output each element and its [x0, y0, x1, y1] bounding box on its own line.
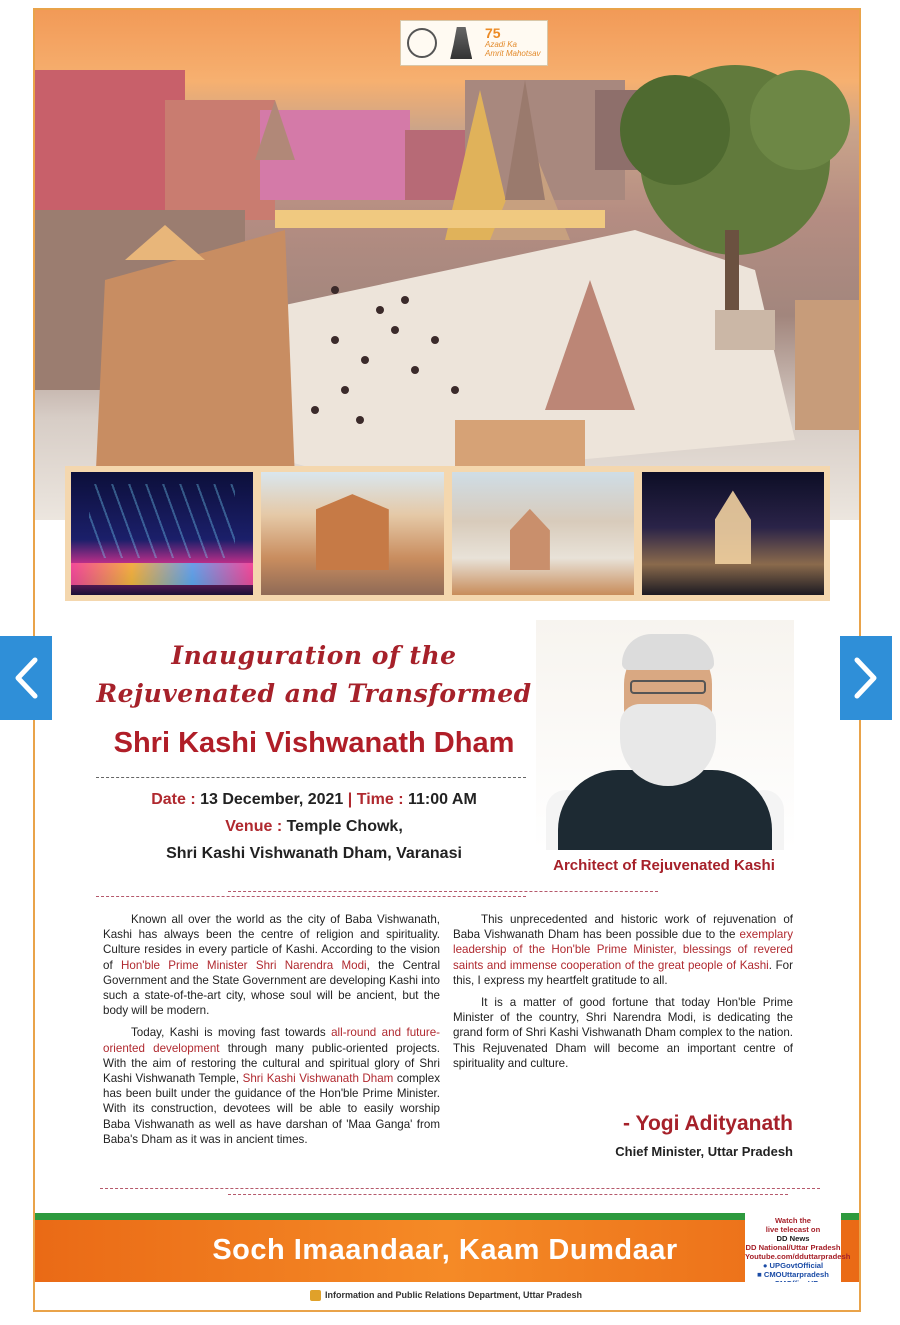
body-paragraph: Known all over the world as the city of Baba Vishwanath, Kashi has always been the centre of religion and spirituality. Culture resides in every particle of Kashi. According to the vision of Hon'ble Prime Minister Shri Narendra Modi, the Central Government and the State Government are developing Kashi into such a state-of-the-art city, whose soul will be ancient, but the body will be modern. [103, 913, 441, 1018]
government-logos [400, 20, 548, 66]
thumbnail-night-temple [642, 472, 824, 595]
signature-name: - Yogi Adityanath [623, 1112, 793, 1135]
venue-label: Venue : [225, 818, 283, 835]
thumbnail-temple-gate [261, 472, 443, 595]
headline-main: Shri Kashi Vishwanath Dham [113, 727, 515, 759]
signature-title: Chief Minister, Uttar Pradesh [615, 1144, 793, 1159]
event-venue [64, 818, 564, 836]
twitter-handle[interactable]: ● UPGovtOfficial [762, 1261, 824, 1270]
telecast-box: Watch the live telecast on DD News DD National/Uttar Pradesh Youtube.com/dduttarpradesh ● UPGovtOfficial ■ CMOUttarpradesh [745, 1213, 841, 1295]
green-stripe [35, 1213, 859, 1220]
photo-thumbnail-strip [65, 466, 830, 601]
time-value: 11:00 AM [408, 791, 477, 808]
separator: | [347, 791, 353, 808]
thumbnail-temple-complex [452, 472, 634, 595]
department-logo-icon [310, 1290, 321, 1301]
body-column-right [453, 912, 793, 1078]
divider [100, 1188, 820, 1189]
slogan-text: Soch Imaandaar, Kaam Dumdaar [212, 1234, 678, 1266]
national-emblem-icon [450, 27, 472, 59]
temple-illustration [35, 10, 859, 520]
up-government-emblem-icon [407, 28, 437, 58]
chevron-left-icon [13, 656, 39, 700]
body-paragraph: This unprecedented and historic work of rejuvenation of Baba Vishwanath Dham has been possible due to the exemplary leadership of the Hon'ble Prime Minister, blessings of revered saints and immense cooperation of the great people of Kashi. For this, I express my heartfelt gratitude to all. [453, 913, 793, 987]
venue-value: Temple Chowk, [286, 818, 403, 835]
previous-page-button[interactable] [0, 636, 52, 720]
facebook-handle[interactable]: ■ CMOUttarpradesh [757, 1270, 829, 1279]
facebook-icon: ■ [757, 1270, 764, 1279]
date-value: 13 December, 2021 [200, 791, 344, 808]
portrait-photo [536, 620, 794, 850]
divider [96, 896, 526, 897]
temple-aerial-photo [35, 10, 859, 520]
headline-line-2: Rejuvenated and Transformed [96, 679, 532, 708]
azadi-ka-amrit-mahotsav-logo: 75 Azadi Ka Amrit Mahotsav [484, 24, 541, 58]
event-date-time [64, 791, 564, 809]
portrait-caption: Architect of Rejuvenated Kashi [553, 857, 775, 874]
body-column-left [103, 912, 440, 1154]
next-page-button[interactable] [840, 636, 892, 720]
body-paragraph: Today, Kashi is moving fast towards all-round and future-oriented development through many public-oriented projects. With the aim of restoring the cultural and spiritual glory of Shri Kashi Vishwanath Temple, Shri Kashi Vishwanath Dham complex has been built under the guidance of the Hon'ble Prime Minister. With its construction, devotees will be able to easily worship Baba Vishwanath as well as have darshan of 'Maa Ganga' from Baba's Dham as it was in ancient times. [103, 1026, 441, 1146]
divider [228, 891, 658, 892]
department-credit: Information and Public Relations Department, Uttar Pradesh [310, 1290, 582, 1301]
chevron-right-icon [853, 656, 879, 700]
thumbnail-light-show [71, 472, 253, 595]
time-label: Time : [356, 791, 404, 808]
divider [228, 1194, 788, 1195]
divider [96, 777, 526, 778]
date-label: Date : [151, 791, 196, 808]
twitter-icon: ● [762, 1261, 770, 1270]
headline-line-1: Inauguration of the [171, 641, 457, 670]
body-paragraph: It is a matter of good fortune that today Hon'ble Prime Minister of the country, Shri Narendra Modi, is dedicating the grand form of Shri Kashi Vishwanath Dham complex to the nation. This Rejuvenated Dham will become an important centre of spirituality and culture. [453, 996, 793, 1070]
event-venue-line2: Shri Kashi Vishwanath Dham, Varanasi [166, 845, 462, 862]
